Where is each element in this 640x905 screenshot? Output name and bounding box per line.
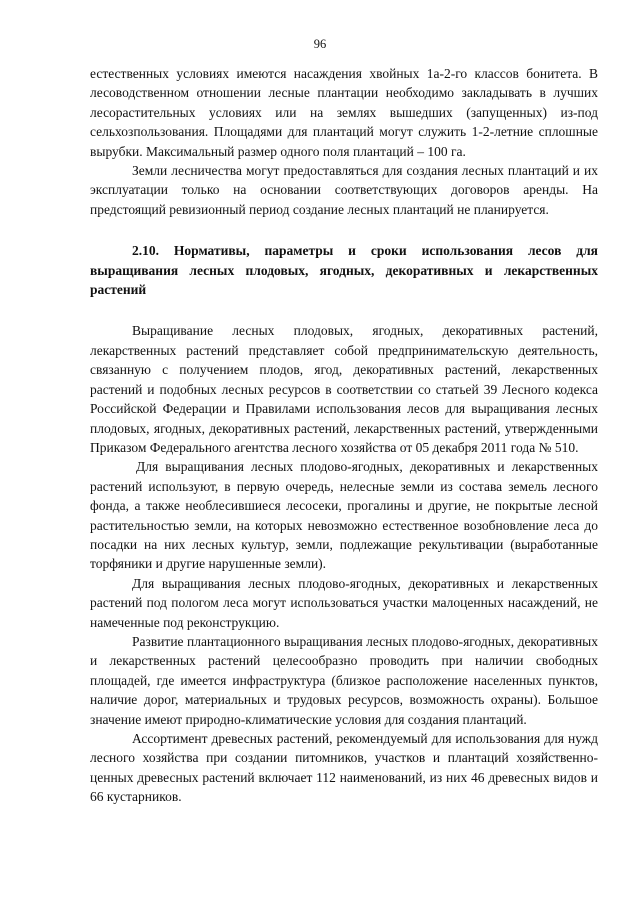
paragraph-plantation-conditions: естественных условиях имеются насаждения хвойных 1а-2-го классов бонитета. В лесоводственном отношении лесные плантации необходимо закладывать в лучших лесорастительных условиях или на землях вышедших (запущенных) из-под сельхозпользования. Площадями для плантаций могут служить 1-2-летние сплошные вырубки. Максимальный размер одного поля плантаций – 100 га. [90, 66, 598, 159]
page-number: 96 [313, 37, 327, 51]
paragraph-lease-agreements: Земли лесничества могут предоставляться для создания лесных плантаций и их эксплуатации только на основании соответствующих договоров аренды. На предстоящий ревизионный период создание лесных плантаций не планируется. [90, 163, 598, 217]
paragraph-under-canopy: Для выращивания лесных плодово-ягодных, декоративных и лекарственных растений под пологом леса могут использоваться участки малоценных насаждений, не намеченные под реконструкцию. [90, 575, 598, 630]
paragraph-plantation-development: Развитие плантационного выращивания лесных плодово-ягодных, декоративных и лекарственных растений целесообразно проводить при наличии свободных площадей, где имеется инфраструктура (близкое расположение населенных пунктов, наличие дорог, материальных и трудовых ресурсов, возможность охраны). Большое значение имеют природно-климатические условия для создания плантаций. [90, 633, 598, 727]
paragraph-assortment: Ассортимент древесных растений, рекомендуемый для использования для нужд лесного хозяйства при создании питомников, участков и плантаций хозяйственно-ценных древесных растений включает 112 наименований, из них 46 древесных видов и 66 кустарников. [90, 731, 598, 805]
paragraph-cultivation-definition: Выращивание лесных плодовых, ягодных, декоративных растений, лекарственных растений представляет собой предпринимательскую деятельность, связанную с получением плодов, ягод, декоративных растений, лекарственных растений и подобных лесных ресурсов в соответствии со статьей 39 Лесного кодекса Российской Федерации и Правилами использования лесов для выращивания лесных плодовых, ягодных, декоративных растений, лекарственных растений, утвержденными Приказом Федерального агентства лесного хозяйства от 05 декабря 2011 года № 510. [90, 323, 598, 455]
page-body [90, 64, 598, 807]
section-heading: 2.10. Нормативы, параметры и сроки использования лесов для выращивания лесных плодовых, ягодных, декоративных и лекарственных растений [90, 243, 598, 298]
paragraph-land-use: Для выращивания лесных плодово-ягодных, декоративных и лекарственных растений используют, в первую очередь, нелесные земли из состава земель лесного фонда, а также необлесившиеся лесосеки, прогалины и другие, не покрытые лесной растительностью земли, на которых невозможно естественное возобновление леса до посадки на них лесных культур, земли, подлежащие рекультивации (выработанные торфяники и другие нарушенные земли). [90, 459, 598, 572]
